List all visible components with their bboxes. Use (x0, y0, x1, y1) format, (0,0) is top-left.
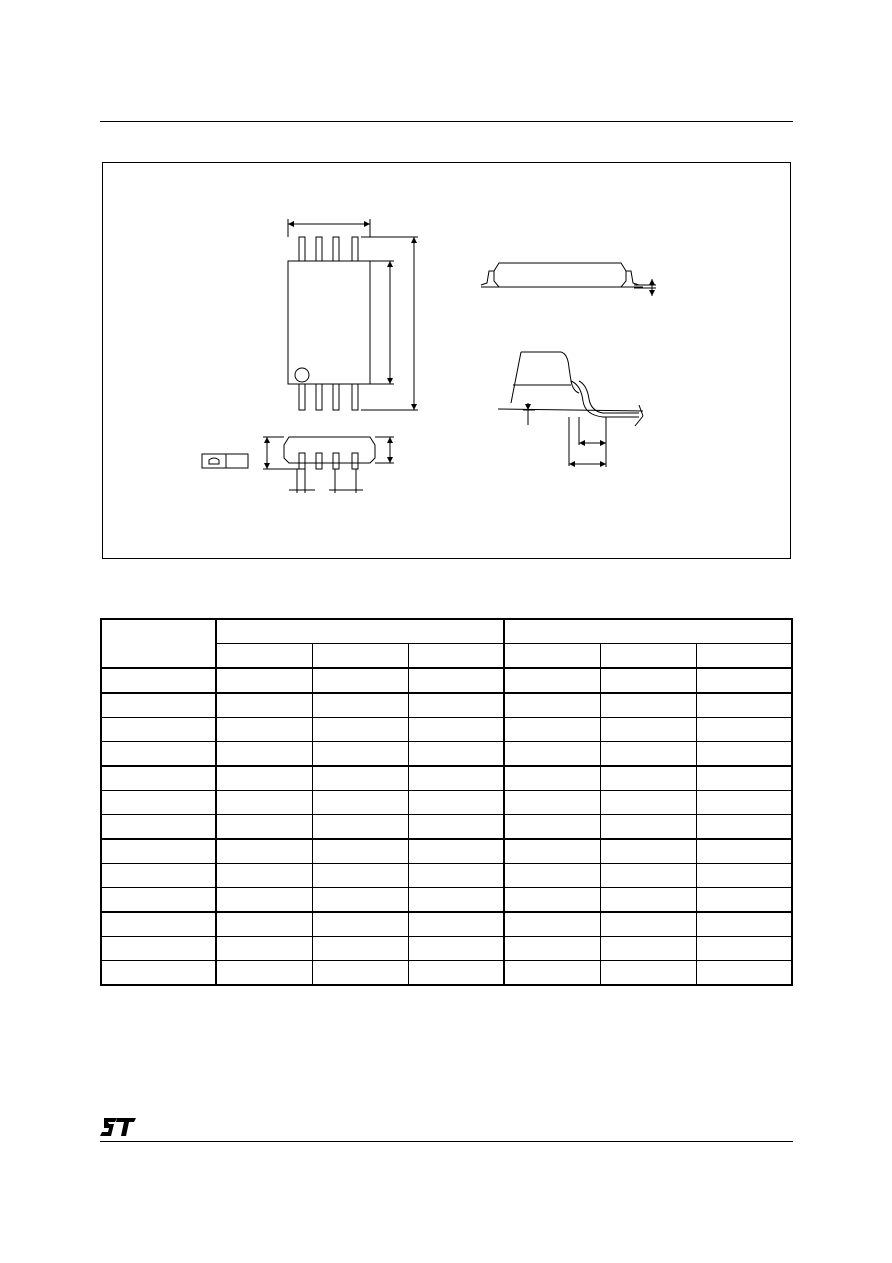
table-row (101, 718, 792, 742)
table-group-header (216, 619, 504, 644)
table-cell (216, 888, 312, 913)
table-cell (216, 766, 312, 791)
table-row (101, 864, 792, 888)
table-cell (408, 961, 504, 986)
table-cell (504, 766, 600, 791)
table-cell (216, 961, 312, 986)
table-row (101, 668, 792, 693)
table-subheader (696, 644, 792, 669)
table-group-header (504, 619, 792, 644)
table-header-row (101, 619, 792, 644)
table-cell (696, 742, 792, 767)
table-cell (101, 912, 216, 937)
table-cell (408, 888, 504, 913)
table-row (101, 766, 792, 791)
table-cell (216, 718, 312, 742)
package-outline-drawing (103, 163, 792, 560)
package-drawing-frame (102, 162, 791, 559)
table-cell (312, 961, 408, 986)
table-cell (696, 912, 792, 937)
table-cell (101, 718, 216, 742)
table-cell (600, 718, 696, 742)
table-cell (600, 937, 696, 961)
table-cell (600, 839, 696, 864)
top-view-body (288, 261, 370, 384)
table-row (101, 912, 792, 937)
table-cell (101, 937, 216, 961)
table-row (101, 839, 792, 864)
table-cell (216, 839, 312, 864)
table-cell (504, 718, 600, 742)
table-cell (408, 864, 504, 888)
table-cell (101, 742, 216, 767)
table-cell (216, 912, 312, 937)
table-cell (312, 718, 408, 742)
table-cell (696, 961, 792, 986)
table-cell (600, 888, 696, 913)
st-logo-icon (100, 1116, 136, 1138)
table-cell (600, 961, 696, 986)
table-cell (101, 668, 216, 693)
table-cell (216, 791, 312, 815)
table-cell (696, 839, 792, 864)
table-cell (504, 961, 600, 986)
package-dimensions-table (100, 618, 793, 986)
table-cell (600, 815, 696, 840)
table-subheader (504, 644, 600, 669)
table-cell (408, 937, 504, 961)
table-cell (312, 888, 408, 913)
table-cell (504, 839, 600, 864)
table-header-cell (101, 619, 216, 668)
table-cell (408, 912, 504, 937)
table-subheader (216, 644, 312, 669)
table-row (101, 937, 792, 961)
table-cell (696, 888, 792, 913)
table-subheader (408, 644, 504, 669)
table-cell (216, 864, 312, 888)
footer-rule (100, 1141, 793, 1142)
table-row (101, 693, 792, 718)
table-row (101, 791, 792, 815)
table-cell (600, 864, 696, 888)
table-cell (600, 791, 696, 815)
table-cell (600, 912, 696, 937)
table-cell (101, 766, 216, 791)
table-row (101, 815, 792, 840)
table-cell (696, 937, 792, 961)
table-cell (101, 791, 216, 815)
table-cell (312, 912, 408, 937)
table-cell (408, 815, 504, 840)
table-row (101, 961, 792, 986)
table-cell (312, 668, 408, 693)
table-row (101, 888, 792, 913)
table-cell (216, 815, 312, 840)
table-cell (696, 668, 792, 693)
table-cell (408, 668, 504, 693)
table-cell (600, 693, 696, 718)
pin1-marker (295, 368, 309, 382)
table-cell (408, 718, 504, 742)
table-cell (216, 668, 312, 693)
table-cell (312, 791, 408, 815)
table-cell (504, 937, 600, 961)
table-cell (312, 815, 408, 840)
table-cell (504, 864, 600, 888)
table-cell (600, 668, 696, 693)
table-cell (312, 864, 408, 888)
table-cell (504, 668, 600, 693)
table-cell (101, 864, 216, 888)
table-cell (696, 766, 792, 791)
table-cell (408, 839, 504, 864)
table-cell (696, 693, 792, 718)
table-cell (504, 742, 600, 767)
table-cell (600, 766, 696, 791)
table-cell (101, 839, 216, 864)
table-cell (696, 718, 792, 742)
table-cell (504, 888, 600, 913)
table-cell (101, 961, 216, 986)
table-cell (408, 742, 504, 767)
table-cell (101, 815, 216, 840)
table-cell (101, 693, 216, 718)
table-cell (101, 888, 216, 913)
table-cell (408, 766, 504, 791)
table-cell (504, 912, 600, 937)
table-row (101, 742, 792, 767)
table-cell (312, 839, 408, 864)
table-cell (600, 742, 696, 767)
table-cell (696, 864, 792, 888)
table-cell (504, 791, 600, 815)
table-subheader (312, 644, 408, 669)
table-cell (408, 791, 504, 815)
table-subheader (600, 644, 696, 669)
table-cell (312, 937, 408, 961)
table-cell (696, 791, 792, 815)
table-cell (216, 937, 312, 961)
table-cell (504, 815, 600, 840)
table-cell (312, 693, 408, 718)
table-cell (216, 742, 312, 767)
table-cell (504, 693, 600, 718)
table-cell (312, 742, 408, 767)
table-cell (312, 766, 408, 791)
table-cell (696, 815, 792, 840)
table-cell (216, 693, 312, 718)
table-cell (408, 693, 504, 718)
header-rule (100, 121, 793, 122)
